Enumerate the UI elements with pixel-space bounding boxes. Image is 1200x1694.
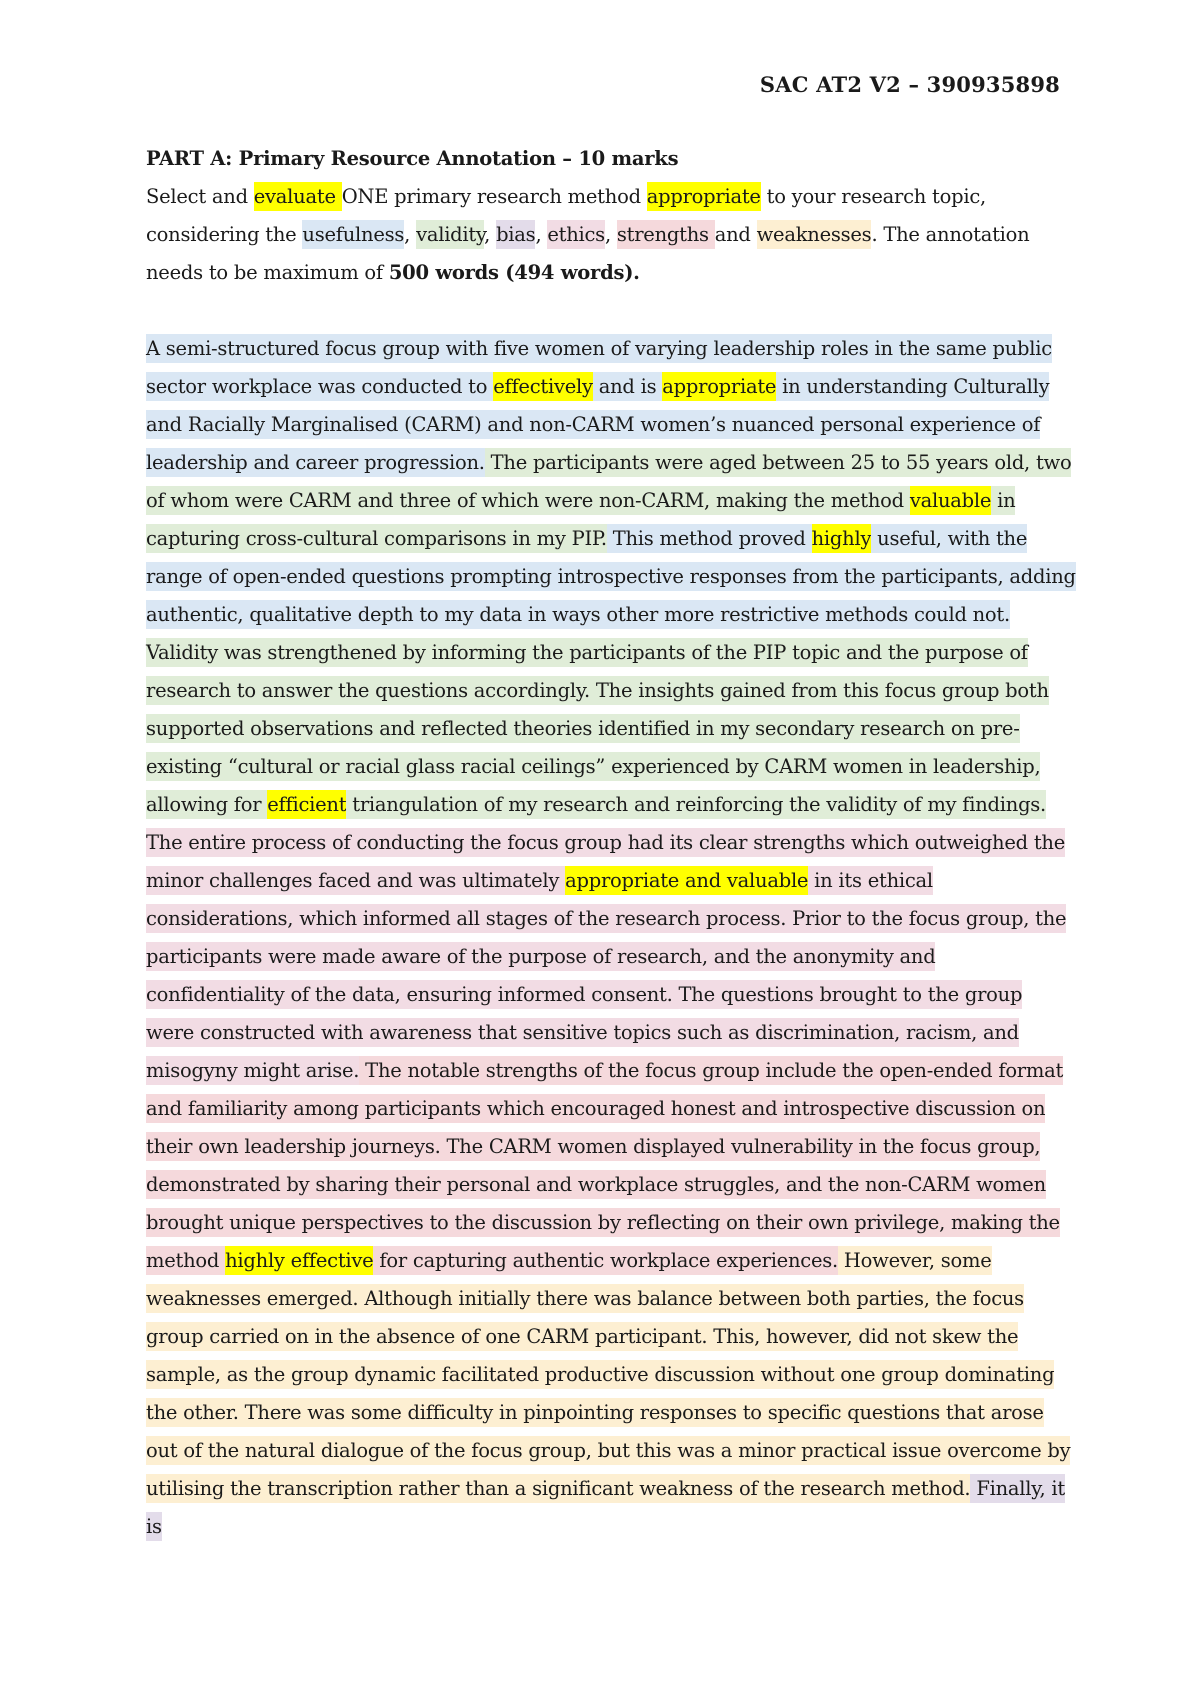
annotation-run-highlight: highly [812, 524, 872, 553]
annotation-run-c-str: for capturing authentic workplace experiences. [373, 1246, 837, 1275]
document-header: SAC AT2 V2 – 390935898 [759, 72, 1060, 97]
intro-run-plain: . The annotation needs to be maximum of [146, 223, 1030, 284]
intro-run-c-str: strengths [617, 220, 715, 249]
annotation-run-c-use: in understanding Culturally and Racially Marginalised (CARM) and non-CARM women’s nuanced personal experience of leadership and career progression. [146, 372, 1049, 477]
annotation-run-c-use: useful, with the range of open-ended questions prompting introspective responses from the participants, adding authentic, qualitative depth to my data in ways other more restrictive methods could not. [146, 524, 1076, 629]
intro-run-plain: , [404, 223, 417, 246]
intro-run-plain: Select and [146, 185, 254, 208]
intro-run-c-weak: weaknesses [757, 220, 872, 249]
intro-run-c-bias: bias [496, 220, 535, 249]
annotation-run-c-use: This method proved [607, 524, 812, 553]
intro-run-plain: , [535, 223, 548, 246]
intro-run-w: 500 words (494 words). [388, 261, 640, 284]
intro-run-plain: ONE primary research method [341, 185, 647, 208]
annotation-run-c-val: triangulation of my research and reinforcing the validity of my findings. [346, 790, 1046, 819]
paragraph-gap [146, 292, 1076, 330]
intro-run-c-use: usefulness [302, 220, 404, 249]
intro-run-c-val: validity [416, 220, 484, 249]
annotation-run-c-eth: The entire process of conducting the focus group had its clear strengths which outweighed the minor challenges faced and was ultimately [146, 828, 1065, 895]
annotation-run-c-str: The notable strengths of the focus group include the open-ended format and familiarity among participants which encouraged honest and introspective discussion on their own leadership journeys. The CARM women displayed vulnerability in the focus group, demonstrated by sharing their personal and workplace struggles, and the non-CARM women brought unique perspectives to the discussion by reflecting on their own privilege, making the method [146, 1056, 1063, 1275]
annotation-run-highlight: appropriate and valuable [565, 866, 808, 895]
annotation-run-c-val: The participants were aged between 25 to 55 years old, two of whom were CARM and three of which were non-CARM, making the method [146, 448, 1071, 515]
annotation-run-c-val: in capturing cross-cultural comparisons in my PIP. [146, 486, 1015, 553]
intro-run-c-eth: ethics [547, 220, 605, 249]
annotation-run-c-bias: Finally, it is [146, 1474, 1065, 1541]
annotation-run-highlight: highly effective [225, 1246, 373, 1275]
annotation-run-highlight: efficient [267, 790, 346, 819]
intro-run-plain: and [714, 223, 757, 246]
annotation-run-highlight: appropriate [662, 372, 776, 401]
document-body [146, 140, 1076, 1546]
intro-run-highlight: evaluate [254, 182, 342, 211]
task-instructions [146, 178, 1076, 292]
intro-run-plain: to your research topic, considering the [146, 185, 986, 246]
annotation-run-c-weak: However, some weaknesses emerged. Although initially there was balance between both parties, the focus group carried on in the absence of one CARM participant. This, however, did not skew the sample, as the group dynamic facilitated productive discussion without one group dominating the other. There was some difficulty in pinpointing responses to specific questions that arose out of the natural dialogue of the focus group, but this was a minor practical issue overcome by utilising the transcription rather than a significant weakness of the research method. [146, 1246, 1070, 1503]
annotation-run-c-val: Validity was strengthened by informing the participants of the PIP topic and the purpose of research to answer the questions accordingly. The insights gained from this focus group both supported observations and reflected theories identified in my secondary research on pre-existing “cultural or racial glass racial ceilings” experienced by CARM women in leadership, allowing for [146, 638, 1049, 819]
annotation-run-c-use: and is [593, 372, 663, 401]
annotation-run-c-use: A semi-structured focus group with five women of varying leadership roles in the same public sector workplace was conducted to [146, 334, 1052, 401]
annotation-run-highlight: valuable [910, 486, 991, 515]
annotation-paragraph [146, 330, 1076, 1546]
intro-run-highlight: appropriate [647, 182, 761, 211]
intro-run-plain: , [484, 223, 497, 246]
section-title: PART A: Primary Resource Annotation – 10 marks [146, 147, 679, 170]
annotation-run-highlight: effectively [493, 372, 593, 401]
intro-run-plain: , [604, 223, 617, 246]
annotation-run-c-eth: in its ethical considerations, which informed all stages of the research process. Prior to the focus group, the participants were made aware of the purpose of research, and the anonymity and confidentiality of the data, ensuring informed consent. The questions brought to the group were constructed with awareness that sensitive topics such as discrimination, racism, and misogyny might arise. [146, 866, 1066, 1085]
